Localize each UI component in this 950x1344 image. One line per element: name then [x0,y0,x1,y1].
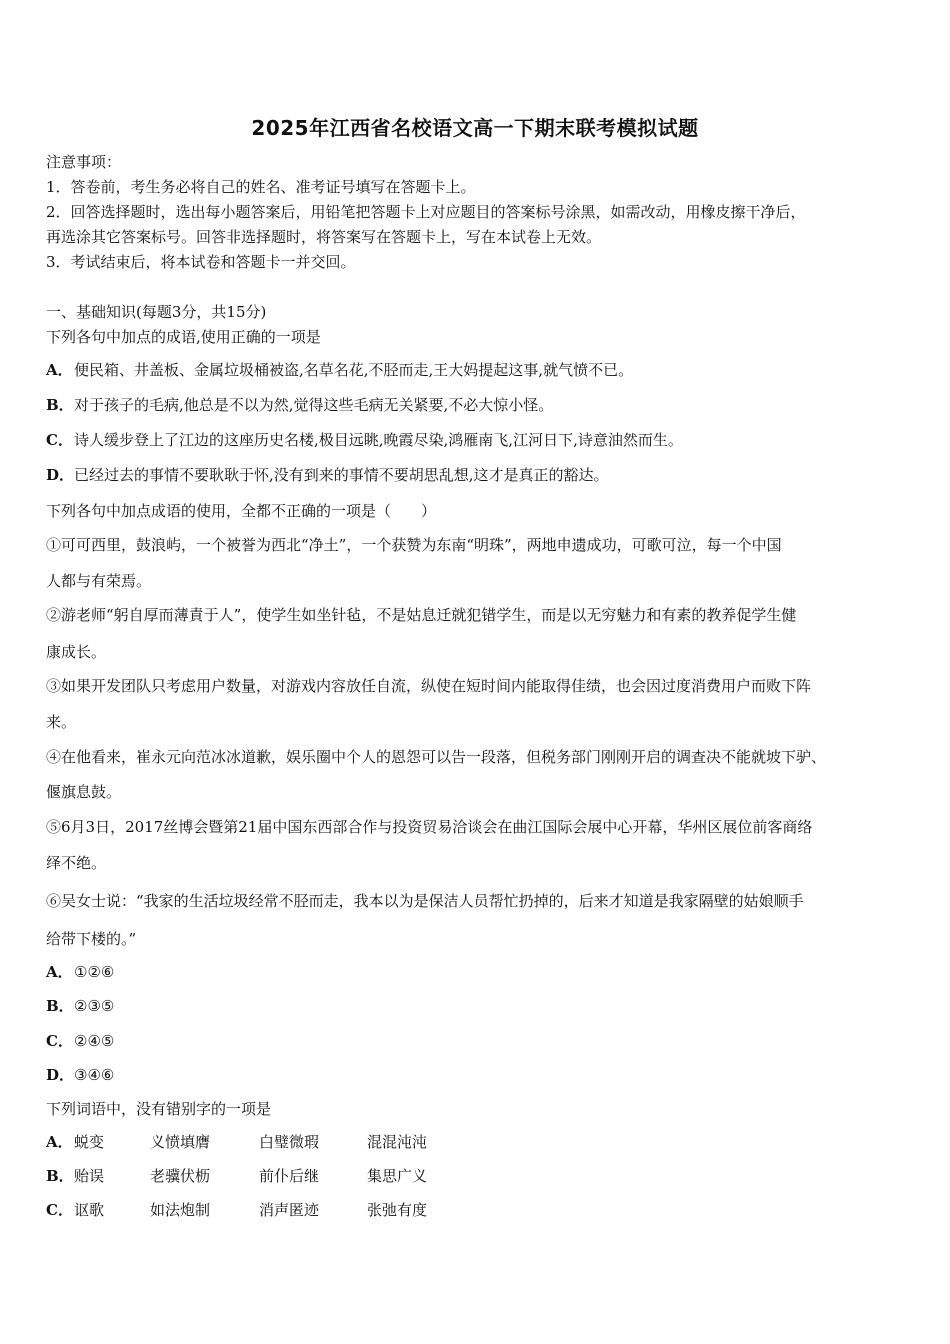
answer-option [46,1132,74,1152]
option-letter: C． [46,431,73,449]
notice-item: 1．答卷前，考生务必将自己的姓名、准考证号填写在答题卡上。 [46,178,476,196]
sentence-line: ①可可西里，鼓浪屿，一个被誉为西北“净土”，一个获赞为东南“明珠”，两地申遗成功，可歌可泣，每一个中国 [46,536,782,554]
option-text: ②③⑤ [74,997,115,1015]
answer-option [46,360,633,380]
notice-item: 2．回答选择题时，选出每小题答案后，用铅笔把答题卡上对应题目的答案标号涂黑，如需改动，用橡皮擦干净后， [46,203,806,221]
question-stem: 下列各句中加点成语的使用，全都不正确的一项是（ ） [46,502,437,520]
answer-option [46,1200,74,1220]
option-letter: C． [46,1032,73,1050]
sentence-line: 来。 [46,713,77,731]
option-text: 对于孩子的毛病,他总是不以为然,觉得这些毛病无关紧要,不必大惊小怪。 [74,396,554,414]
word-item: 消声匿迹 [259,1201,320,1219]
sentence-line: ③如果开发团队只考虑用户数量，对游戏内容放任自流，纵使在短时间内能取得佳绩，也会因过度消费用户而败下阵 [46,677,812,695]
sentence-line: 偃旗息鼓。 [46,783,122,801]
option-letter: D． [46,1066,75,1084]
sentence-line: ④在他看来，崔永元向范冰冰道歉，娱乐圈中个人的恩怨可以告一段落，但税务部门刚刚开启的调查决不能就坡下驴、 [46,748,827,766]
sentence-line: 绎不绝。 [46,854,107,872]
word-item: 张弛有度 [367,1201,428,1219]
option-letter: A． [46,963,73,981]
word-item: 讴歌 [74,1201,105,1219]
answer-option [46,430,683,450]
option-text: ③④⑥ [74,1066,115,1084]
word-item: 白璧微瑕 [259,1133,320,1151]
sentence-line: 给带下楼的。” [46,930,137,948]
notice-item: 3．考试结束后，将本试卷和答题卡一并交回。 [46,253,356,271]
option-letter: B． [46,1167,74,1185]
answer-option [46,996,114,1016]
option-text: 便民箱、井盖板、金属垃圾桶被盗,名草名花,不胫而走,王大妈提起这事,就气愤不已。 [74,361,634,379]
option-text: 诗人缓步登上了江边的这座历史名楼,极目远眺,晚霞尽染,鸿雁南飞,江河日下,诗意油然而生。 [74,431,683,449]
option-text: ②④⑤ [74,1032,115,1050]
option-text: ①②⑥ [74,963,115,981]
sentence-line: ②游老师“躬自厚而薄責于人”，使学生如坐针毡，不是姑息迁就犯错学生，而是以无穷魅力和有素的教养促学生健 [46,606,797,624]
word-item: 如法炮制 [150,1201,211,1219]
option-text: 已经过去的事情不要耿耿于怀,没有到来的事情不要胡思乱想,这才是真正的豁达。 [74,466,609,484]
notice-item: 再选涂其它答案标号。回答非选择题时，将答案写在答题卡上，写在本试卷上无效。 [46,228,602,246]
answer-option [46,1065,114,1085]
option-letter: C． [46,1201,73,1219]
word-item: 义愤填膺 [150,1133,211,1151]
answer-option [46,1031,114,1051]
page-title: 2025年江西省名校语文高一下期末联考模拟试题 [251,116,699,140]
question-stem: 下列词语中，没有错别字的一项是 [46,1100,272,1118]
word-item: 贻误 [74,1167,105,1185]
word-item: 混混沌沌 [367,1133,428,1151]
notice-heading: 注意事项： [46,153,122,171]
option-letter: B． [46,396,74,414]
sentence-line: 康成长。 [46,643,107,661]
answer-option [46,962,114,982]
sentence-line: 人都与有荣焉。 [46,572,152,590]
option-letter: D． [46,466,75,484]
answer-option [46,465,609,485]
option-letter: A． [46,361,73,379]
section-heading: 一、基础知识(每题3分，共15分) [46,303,267,321]
question-stem: 下列各句中加点的成语,使用正确的一项是 [46,328,321,346]
word-item: 前仆后继 [259,1167,320,1185]
sentence-line: ⑥吴女士说：“我家的生活垃圾经常不胫而走，我本以为是保洁人员帮忙扔掉的，后来才知道是我家隔壁的姑娘顺手 [46,892,804,910]
option-letter: B． [46,997,74,1015]
answer-option [46,395,553,415]
option-letter: A． [46,1133,73,1151]
word-item: 蜕变 [74,1133,105,1151]
answer-option [46,1166,74,1186]
word-item: 集思广义 [367,1167,428,1185]
sentence-line: ⑤6月3日，2017丝博会暨第21届中国东西部合作与投资贸易洽谈会在曲江国际会展中心开幕，华州区展位前客商络 [46,818,813,836]
word-item: 老骥伏枥 [150,1167,211,1185]
